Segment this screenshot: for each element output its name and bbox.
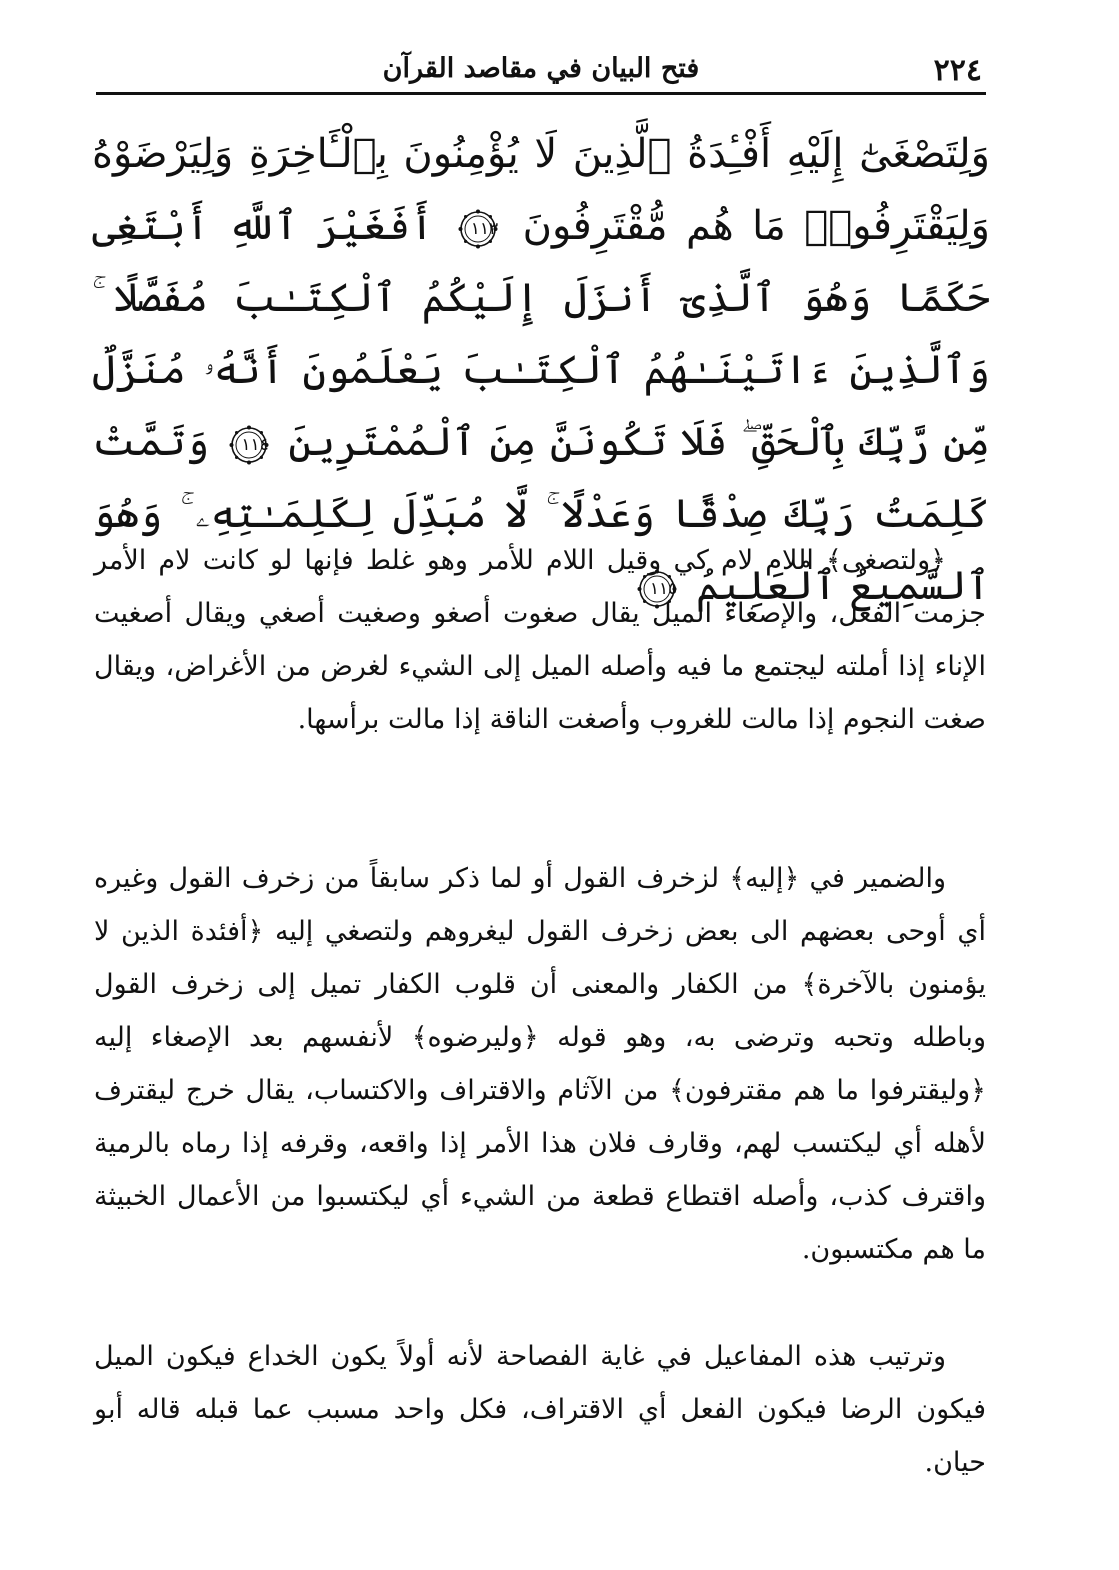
running-title: فتح البيان في مقاصد القرآن — [382, 53, 700, 84]
page-number: ٢٢٤ — [933, 53, 982, 88]
ayah-number-marker — [458, 209, 498, 249]
commentary-text: والضمير في ﴿إليه﴾ لزخرف القول أو لما ذكر سابقاً من زخرف القول وغيره أي أوحى بعضهم الى بعض زخرف القول ليغروهم ولتصغي إليه ﴿أفئدة الذين لا يؤمنون بالآخرة﴾ من الكفار والمعنى أن قلوب الكفار تميل إلى زخرف القول وباطله وتحبه وترضى به، وهو قوله ﴿وليرضوه﴾ لأنفسهم بعد الإصغاء إليه ﴿وليقترفوا ما هم مقترفون﴾ من الآثام والاقتراف والاكتساب، يقال خرج ليقترف لأهله أي ليكتسب لهم، وقارف فلان هذا الأمر إذا واقعه، وقرفه إذا رماه بالرمية واقترف كذب، وأصله اقتطاع قطعة من الشيء أي ليكتسبوا من الأعمال الخبيثة ما هم مكتسبون. — [94, 863, 986, 1265]
ayah-number: ١١٤ — [241, 435, 269, 455]
header-divider — [96, 92, 986, 95]
commentary-text: وترتيب هذه المفاعيل في غاية الفصاحة لأنه أولاً يكون الخداع فيكون الميل فيكون الرضا فيكون الفعل أي الاقتراف، فكل واحد مسبب عما قبله قاله أبو حيان. — [94, 1341, 986, 1478]
page-header — [96, 48, 986, 92]
commentary-paragraph — [94, 852, 986, 1276]
verse-115-text: وَتَمَّتْ كَلِمَتُ رَبِّكَ صِدْقًا وَعَدْلًا ۚ لَّا مُبَدِّلَ لِكَلِمَـٰتِهِۦ ۚ وَهُوَ ٱلسَّمِيعُ ٱلْعَلِيمُ — [92, 419, 990, 609]
verse-114-text: أَفَغَيْرَ ٱللَّهِ أَبْتَغِى حَكَمًا وَهُوَ ٱلَّذِىٓ أَنزَلَ إِلَيْكُمُ ٱلْكِتَـٰبَ مُفَصَّلًا ۚ وَٱلَّذِينَ ءَاتَيْنَـٰهُمُ ٱلْكِتَـٰبَ يَعْلَمُونَ أَنَّهُۥ مُنَزَّلٌ مِّن رَّبِّكَ بِٱلْحَقِّ ۖ فَلَا تَكُونَنَّ مِنَ ٱلْمُمْتَرِينَ — [92, 203, 990, 465]
ayah-number: ١١٥ — [649, 579, 678, 599]
verse-113-text: وَلِتَصْغَىٰٓ إِلَيْهِ أَفْـِٔدَةُ ٱلَّذِينَ لَا يُؤْمِنُونَ بِٱلْـَٔاخِرَةِ وَلِيَرْضَوْهُ وَلِيَقْتَرِفُوا۟ مَا هُم مُّقْتَرِفُونَ — [92, 131, 990, 249]
ayah-number: ١١٣ — [470, 219, 499, 239]
commentary-paragraph — [94, 534, 986, 746]
ayah-number-marker — [229, 425, 269, 465]
commentary-paragraph — [94, 1330, 986, 1489]
commentary-text: ﴿ولتصغى﴾ اللام لام كي وقيل اللام للأمر وهو غلط فإنها لو كانت لام الأمر جزمت الفعل، والإصغاء الميل يقال صغوت أصغو وصغيت أصغي ويقال أصغيت الإناء إذا أملته ليجتمع ما فيه وأصله الميل إلى الشيء لغرض من الأغراض، ويقال صغت النجوم إذا مالت للغروب وأصغت الناقة إذا مالت برأسها. — [94, 545, 986, 735]
